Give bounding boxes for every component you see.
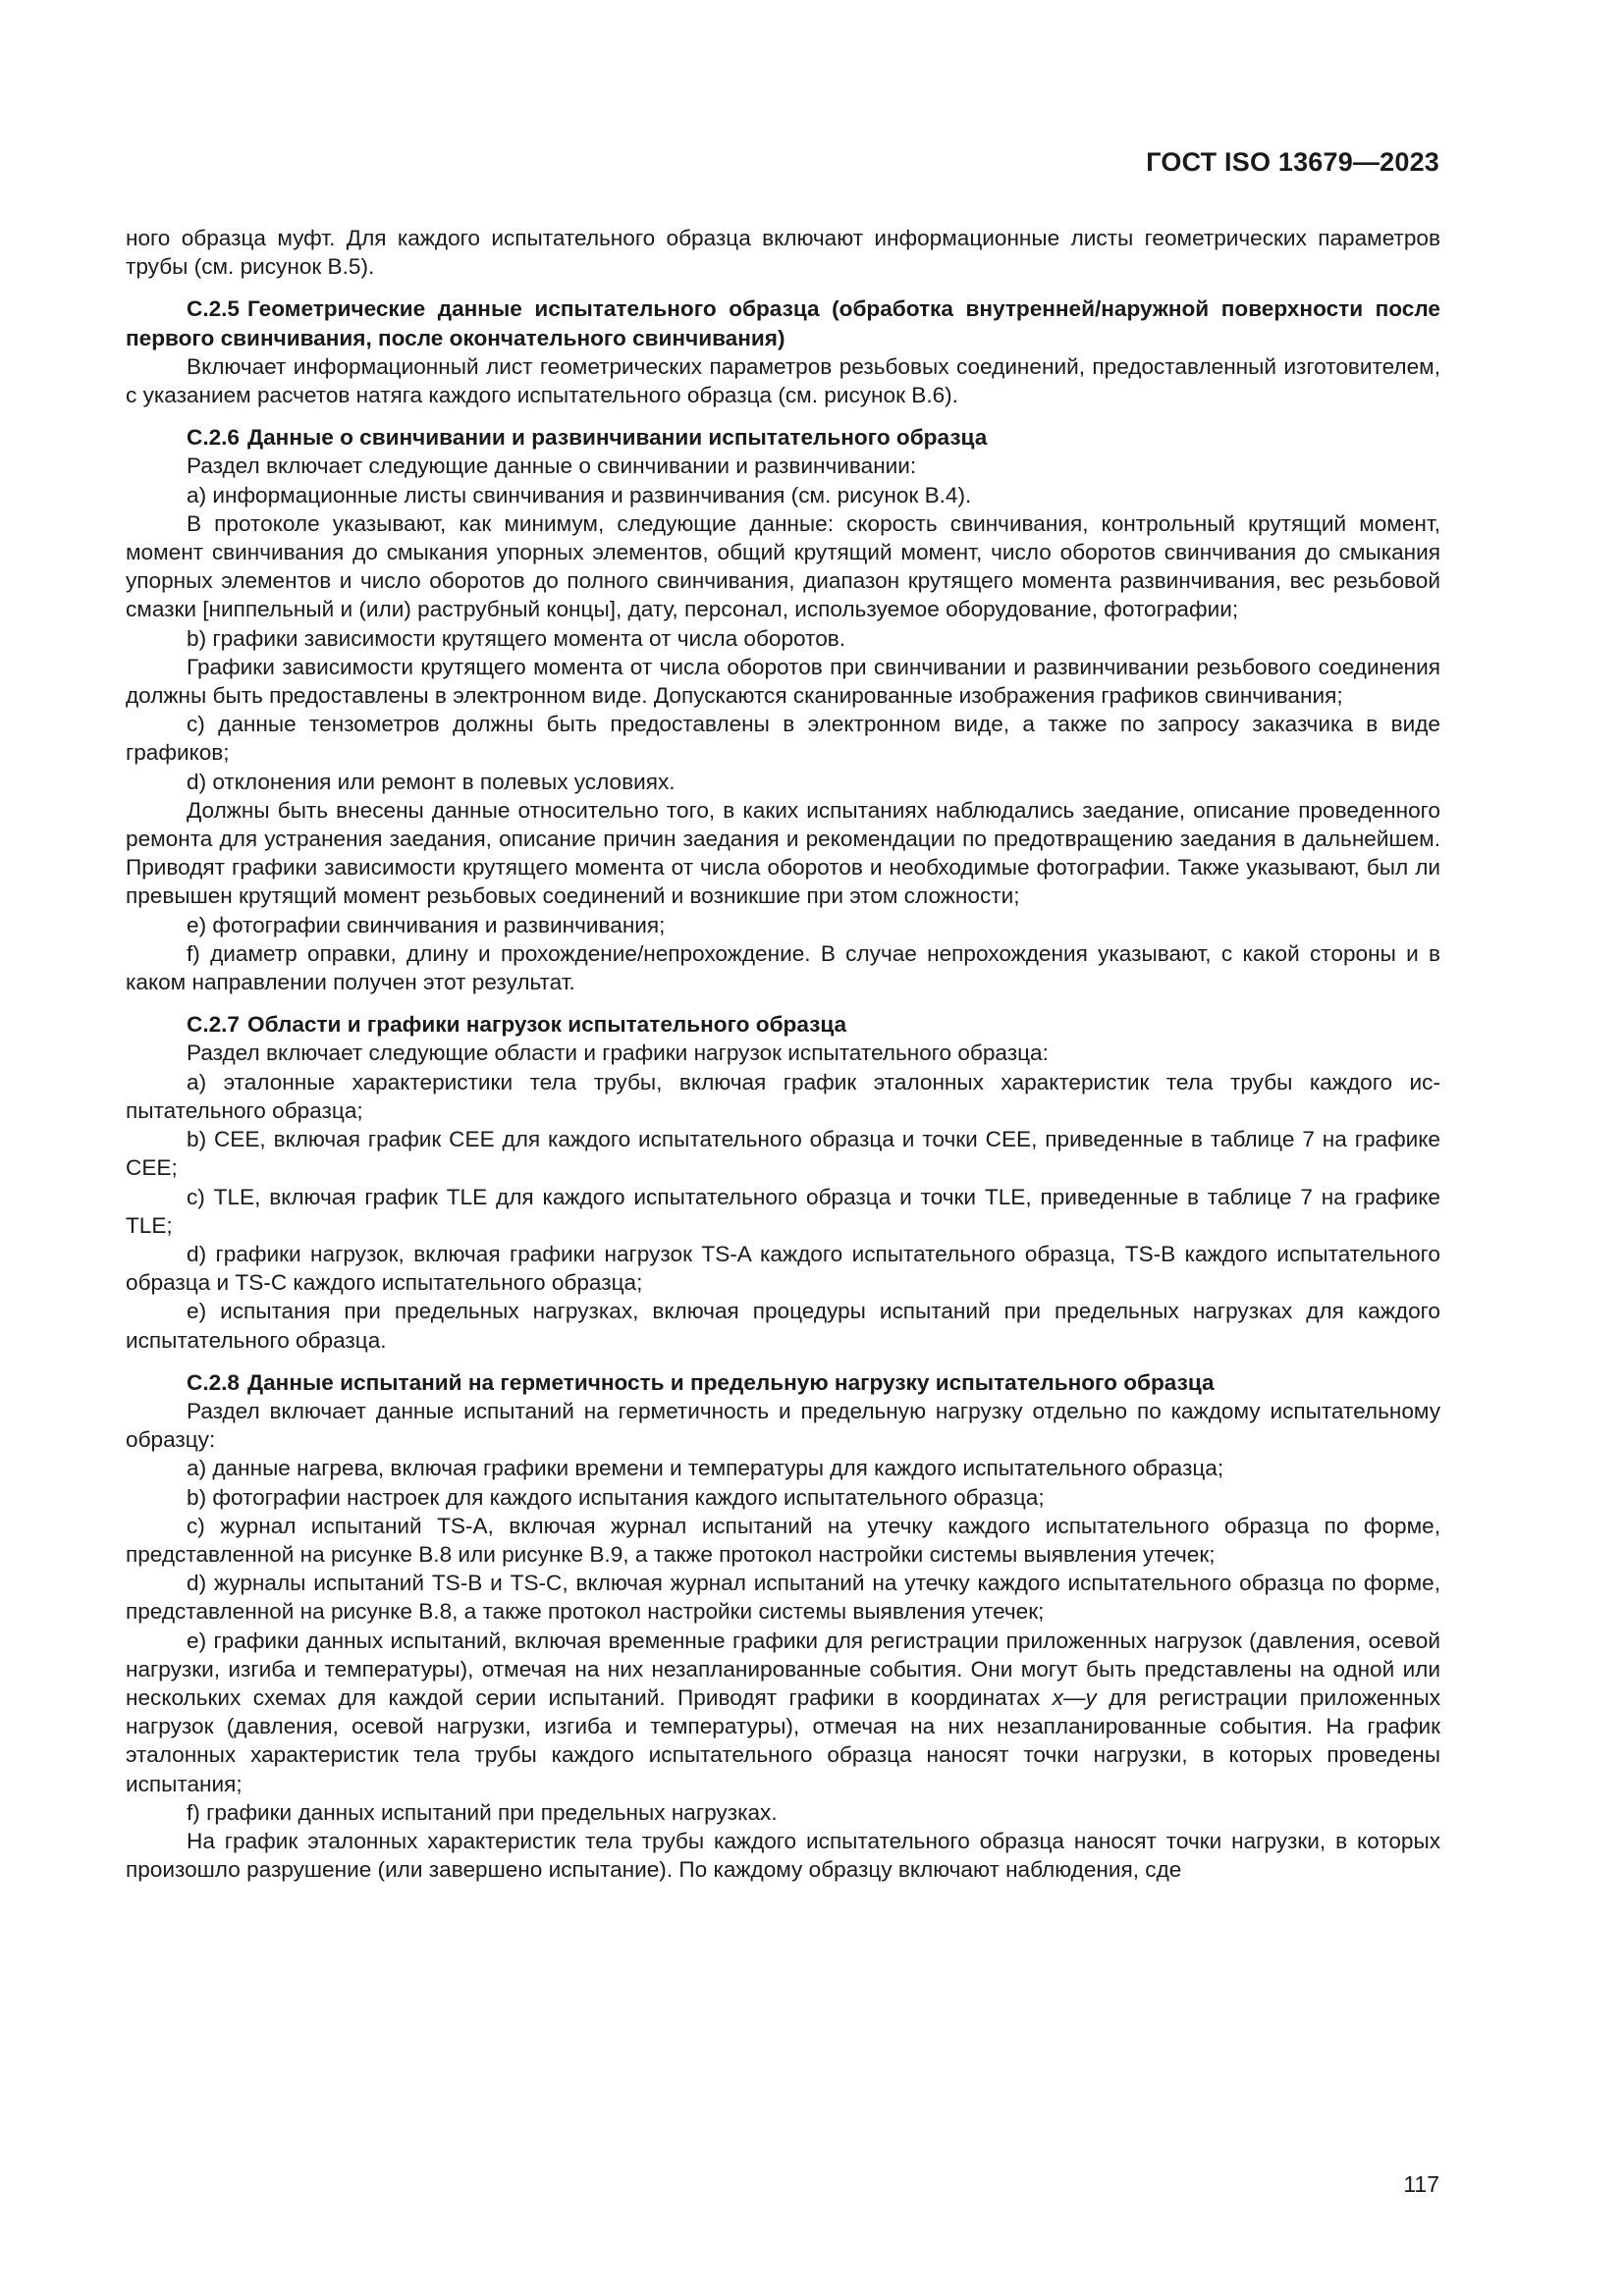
list-item: d) журналы испытаний TS-B и TS-C, включая журнал испытаний на утечку каждого испытательного образца по форме, представленной на рисунке B.8, а также протокол настройки системы выявления утечек; bbox=[126, 1571, 1440, 1625]
list-item: f) диаметр оправки, длину и прохождение/непрохождение. В случае непрохождения указывают, с какой стороны и в каком направлении получен этот результат. bbox=[126, 940, 1440, 995]
paragraph: Графики зависимости крутящего момента от числа оборотов при свинчивании и развинчивании резьбового соединения должны быть предоставлены в электронном виде. Допускаются сканированные изображения графиков свинчивания; bbox=[126, 654, 1440, 709]
paragraph: Раздел включает следующие области и графики нагрузок испытательного образца: bbox=[187, 1041, 1049, 1066]
list-item: c) данные тензометров должны быть предоставлены в электронном виде, а также по запросу заказчика в виде графиков; bbox=[126, 712, 1440, 766]
paragraph: В протоколе указывают, как минимум, следующие данные: скорость свинчивания, контрольный крутящий момент, момент свинчивания до смыкания упорных элементов, общий крутящий момент, число оборотов свинчивания до смыкания упорных элементов и число оборотов до полного свинчивания, диапазон крутящего момента развинчивания, вес резьбовой смазки [ниппельный и (или) раструбный концы], дату, персонал, используемое оборудование, фотографии; bbox=[126, 510, 1440, 622]
paragraph: Включает информационный лист геометрических параметров резьбовых соединений, предоставленный изготовителем, с указанием расчетов натяга каждого испытательного образца (см. рисунок B.6). bbox=[126, 353, 1440, 408]
list-item: a) эталонные характеристики тела трубы, включая график эталонных характеристик тела трубы каждого испытательного образца; bbox=[126, 1069, 1440, 1123]
section-number: С.2.6 bbox=[187, 425, 241, 451]
section-number: С.2.8 bbox=[187, 1369, 241, 1395]
list-item-e bbox=[126, 1627, 1440, 1798]
list-item: b) графики зависимости крутящего момента от числа оборотов. bbox=[187, 625, 846, 651]
list-item: c) TLE, включая график TLE для каждого испытательного образца и точки TLE, приведенные в таблице 7 на графике TLE; bbox=[126, 1184, 1440, 1238]
section-title: Данные испытаний на герметичность и предельную нагрузку испытательного образца bbox=[247, 1369, 1215, 1395]
list-item: c) журнал испытаний TS-A, включая журнал испытаний на утечку каждого испытательного образца по форме, представленной на рисунке B.8 или рисунке B.9, а также протокол настройки системы выявления утечек; bbox=[126, 1513, 1440, 1567]
list-item: d) отклонения или ремонт в полевых условиях. bbox=[187, 769, 676, 794]
section-number: С.2.5 bbox=[187, 296, 241, 322]
section-title: Данные о свинчивании и развинчивании испытательного образца bbox=[247, 425, 988, 451]
paragraph: Должны быть внесены данные относительно того, в каких испытаниях наблюдались заедание, описание проведенного ремонта для устранения заедания, описание причин заедания и рекомендации по предотвращению заедания в дальнейшем. Приводят графики зависимости крутящего момента от числа оборотов и необходимые фотографии. Также указывают, был ли превышен крутящий момент резьбовых соединений и возникшие при этом сложности; bbox=[126, 797, 1440, 909]
section-heading-c25 bbox=[126, 294, 1440, 351]
paragraph: На график эталонных характеристик тела трубы каждого испытательного образца наносят точки нагрузки, в которых произошло разрушение (или завершено испытание). По каждому образцу включают наблюдения, сде bbox=[126, 1828, 1440, 1883]
list-item: b) CEE, включая график CEE для каждого испытательного образца и точки CEE, приведенные в таблице 7 на графике CEE; bbox=[126, 1127, 1440, 1181]
list-item: a) данные нагрева, включая графики времени и температуры для каждого испытательного образца; bbox=[187, 1456, 1224, 1481]
section-heading-c26 bbox=[126, 423, 1440, 452]
section-heading-c27 bbox=[126, 1010, 1440, 1039]
list-item: d) графики нагрузок, включая графики нагрузок TS-A каждого испытательного образца, TS-B каждого испытательного образца и TS-C каждого испытательного образца; bbox=[126, 1241, 1440, 1296]
list-item: e) фотографии свинчивания и развинчивания; bbox=[187, 912, 666, 937]
section-title: Геометрические данные испытательного образца (обработка внутренней/наружной поверхности после первого свинчивания, после окончательного свинчивания) bbox=[126, 296, 1440, 350]
list-item: b) фотографии настроек для каждого испытания каждого испытательного образца; bbox=[187, 1484, 1045, 1510]
list-item: f) графики данных испытаний при предельных нагрузках. bbox=[187, 1799, 778, 1825]
list-item: a) информационные листы свинчивания и развинчивания (см. рисунок B.4). bbox=[187, 482, 972, 507]
intro-paragraph: ного образца муфт. Для каждого испытательного образца включают информационные листы геометрических параметров трубы (см. рисунок B.5). bbox=[126, 226, 1440, 280]
page-number: 117 bbox=[1403, 2171, 1439, 2197]
italic-coordinates: x—y bbox=[1052, 1684, 1097, 1710]
section-title: Области и графики нагрузок испытательного образца bbox=[247, 1012, 847, 1038]
text-run: e) графики данных испытаний, включая временные графики для регистрации приложенных нагрузок (давления, осевой нагрузки, изгиба и температуры), отмечая на них незапланированные события. Они могут быть представлены на одной или нескольких схемах для каждой серии испытаний. Приводят графики в координатах bbox=[126, 1628, 1440, 1710]
document-body bbox=[126, 224, 1440, 1884]
document-code-header: ГОСТ ISO 13679—2023 bbox=[1146, 147, 1439, 177]
text-run: для регистрации приложенных нагрузок (давления, осевой нагрузки, изгиба и температуры), отмечая на них незапланированные события. На график эталонных характеристик тела трубы каждого испытательного образца наносят точки нагрузки, в которых проведены испытания; bbox=[126, 1684, 1440, 1796]
section-number: С.2.7 bbox=[187, 1012, 241, 1038]
list-item: e) испытания при предельных нагрузках, включая процедуры испытаний при предельных нагрузках для каждого испытательного образца. bbox=[126, 1299, 1440, 1353]
paragraph: Раздел включает следующие данные о свинчивании и развинчивании: bbox=[187, 454, 917, 479]
paragraph: Раздел включает данные испытаний на герметичность и предельную нагрузку отдельно по каждому испытательному образцу: bbox=[126, 1398, 1440, 1453]
section-heading-c28 bbox=[126, 1368, 1440, 1397]
